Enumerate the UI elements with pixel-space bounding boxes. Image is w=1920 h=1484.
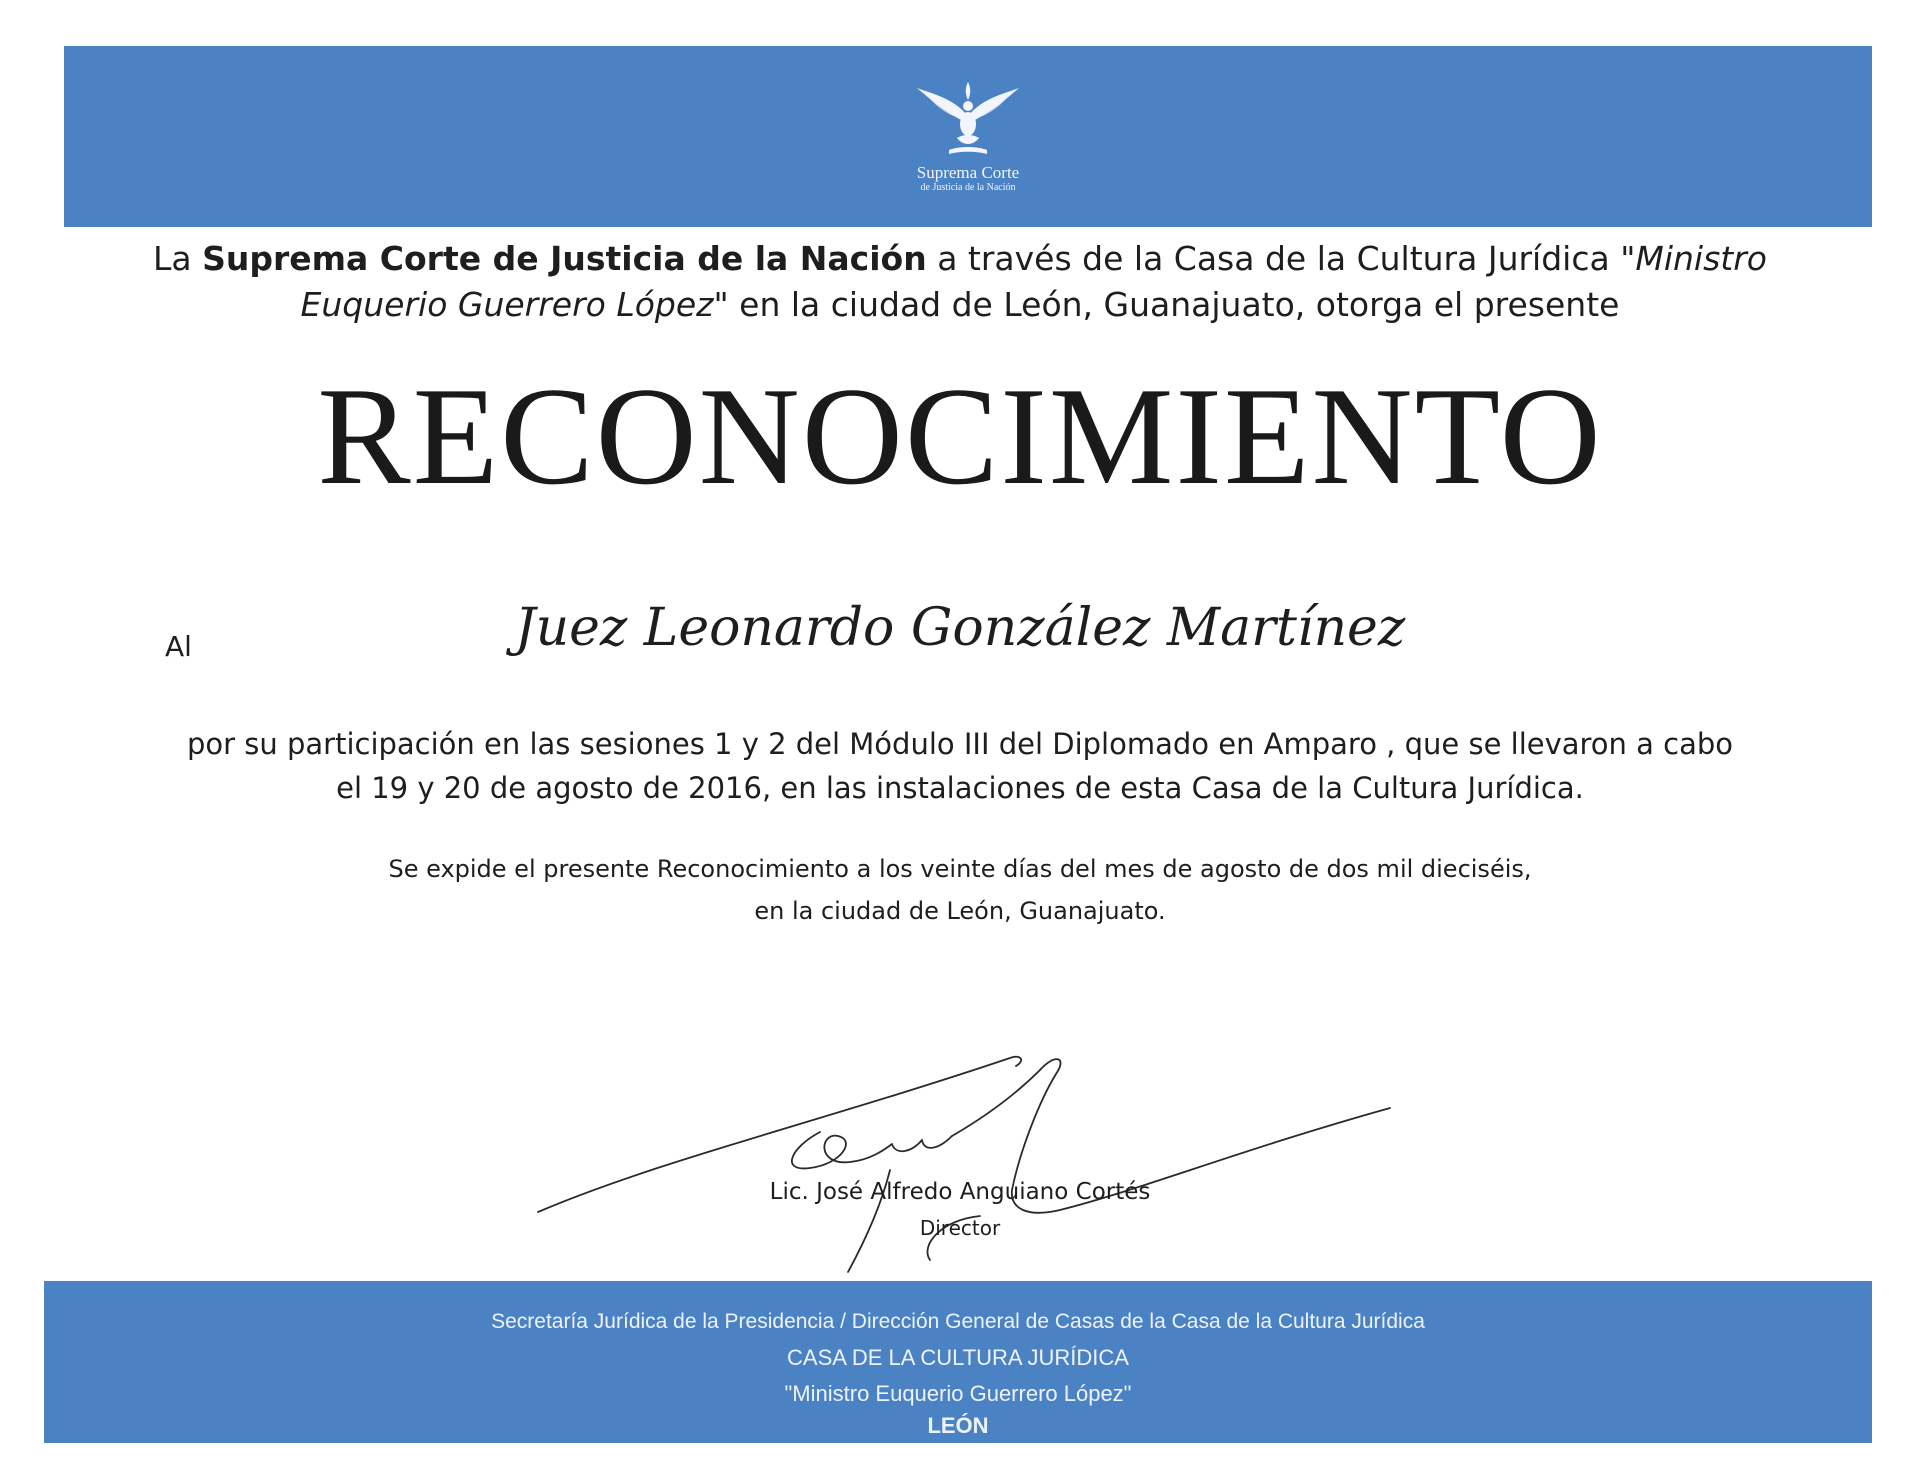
intro-paragraph bbox=[130, 236, 1790, 328]
footer-line3: "Ministro Euquerio Guerrero López" bbox=[784, 1381, 1132, 1406]
recipient-name: Juez Leonardo González Martínez bbox=[514, 598, 1406, 658]
footer-band bbox=[44, 1281, 1872, 1443]
intro-prefix: La bbox=[153, 239, 203, 278]
recipient-prefix: Al bbox=[165, 630, 192, 663]
signature-icon bbox=[520, 1040, 1400, 1280]
intro-suffix: en la ciudad de León, Guanajuato, otorga el presente bbox=[728, 285, 1620, 324]
header-band bbox=[64, 46, 1872, 227]
logo-text-line2: de Justicia de la Nación bbox=[920, 182, 1016, 193]
court-logo bbox=[898, 76, 1038, 194]
footer-line2: CASA DE LA CULTURA JURÍDICA bbox=[787, 1345, 1129, 1370]
certificate-title: RECONOCIMIENTO bbox=[317, 359, 1603, 514]
participation-line1: por su participación en las sesiones 1 y 2 del Módulo III del Diplomado en Amparo , que se llevaron a cabo bbox=[186, 727, 1734, 761]
footer-line1: Secretaría Jurídica de la Presidencia / Dirección General de Casas de la Casa de la Cultura Jurídica bbox=[491, 1310, 1425, 1333]
institution-name: Suprema Corte de Justicia de la Nación bbox=[202, 239, 927, 278]
footer-line4: LEÓN bbox=[927, 1413, 989, 1438]
house-name: "Ministro Euquerio Guerrero López" bbox=[300, 239, 1767, 324]
signer-name: Lic. José Alfredo Anguiano Cortés bbox=[769, 1179, 1151, 1205]
issued-line2: en la ciudad de León, Guanajuato. bbox=[754, 897, 1166, 925]
eagle-emblem-icon bbox=[913, 76, 1023, 160]
participation-paragraph bbox=[130, 722, 1790, 810]
logo-text-line1: Suprema Corte bbox=[916, 163, 1020, 182]
participation-line2: el 19 y 20 de agosto de 2016, en las instalaciones de esta Casa de la Cultura Jurídica. bbox=[336, 771, 1584, 805]
signer-role: Director bbox=[919, 1216, 1001, 1240]
intro-middle: a través de la Casa de la Cultura Jurídica bbox=[926, 239, 1621, 278]
issued-statement bbox=[260, 848, 1660, 932]
issued-line1: Se expide el presente Reconocimiento a los veinte días del mes de agosto de dos mil dieciséis, bbox=[388, 855, 1532, 883]
